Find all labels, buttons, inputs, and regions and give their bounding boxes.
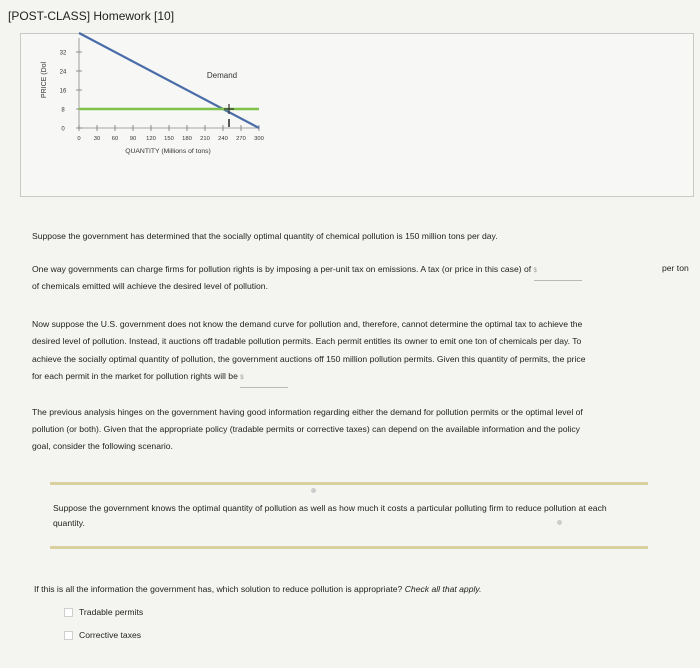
paragraph-tax-line2: of chemicals emitted will achieve the desired level of pollution. [32,281,268,291]
y-tick-label: 8 [61,107,65,114]
x-tick-label: 90 [129,136,137,142]
x-tick-label: 270 [236,136,246,142]
checkbox-tradable-permits[interactable] [64,608,73,617]
option-corrective-taxes[interactable] [64,630,141,640]
per-ton-label: per ton [662,263,689,273]
tax-input[interactable]: $ [534,262,582,281]
drag-handle-bottom[interactable] [557,520,562,525]
option-label: Corrective taxes [79,630,142,640]
permit-price-input[interactable]: $ [240,369,288,388]
checkbox-corrective-taxes[interactable] [64,631,73,640]
y-tick-label: 0 [61,126,65,133]
permit-price-sentence: for each permit in the market for pollution rights will be [32,371,238,381]
question-main: If this is all the information the government has, which solution to reduce pollution is appropriate? [34,584,403,594]
y-tick-label: 32 [59,50,67,57]
y-tick-label: 16 [59,88,67,95]
paragraph-optimal-quantity: Suppose the government has determined that the socially optimal quantity of chemical pollution is 150 million tons per day. [32,231,498,241]
paragraph-analysis-line1: The previous analysis hinges on the government having good information regarding either the demand for pollution permits or the optimal level of [32,407,583,417]
paragraph-analysis-line2: pollution (or both). Given that the appropriate policy (tradable permits or corrective taxes) can depend on the available information and the policy [32,424,580,434]
x-tick-label: 210 [200,136,210,142]
x-axis-label: QUANTITY (Millions of tons) [125,148,211,155]
x-tick-label: 180 [182,136,192,142]
option-tradable-permits[interactable] [64,607,143,617]
y-tick-label: 24 [59,69,67,76]
x-tick-label: 60 [111,136,119,142]
x-tick-label: 30 [93,136,101,142]
demand-label: Demand [206,71,238,80]
paragraph-permits-line3: achieve the socially optimal quantity of pollution, the government auctions off 150 million pollution permits. Given this quantity of permits, the price [32,354,586,364]
question-text [34,584,481,594]
demand-chart [0,0,700,200]
x-tick-label: 0 [77,136,81,142]
x-tick-label: 120 [146,136,156,142]
paragraph-analysis-line3: goal, consider the following scenario. [32,441,173,451]
paragraph-permits-line2: desired level of pollution. Instead, it auctions off tradable pollution permits. Each permit entitles its owner to emit one ton of chemicals per day. To [32,336,582,346]
scenario-text: Suppose the government knows the optimal quantity of pollution as well as how much it costs a particular polluting firm to reduce pollution at each quantity. [53,503,607,528]
paragraph-permits-line4 [32,367,288,388]
paragraph-permits-line1: Now suppose the U.S. government does not know the demand curve for pollution and, therefore, cannot determine the optimal tax to achieve the [32,319,583,329]
scenario-top-rule [50,482,648,485]
scenario-bottom-rule [50,546,648,549]
x-tick-label: 240 [218,136,228,142]
y-axis-label: PRICE (Dol [41,61,48,99]
question-instruction: Check all that apply. [404,584,482,594]
drag-handle-top[interactable] [311,488,316,493]
x-tick-label: 150 [164,136,174,142]
x-tick-label: 300 [254,136,264,142]
tax-sentence: One way governments can charge firms for pollution rights is by imposing a per-unit tax on emissions. A tax (or price in this case) of [32,264,532,274]
option-label: Tradable permits [79,607,144,617]
demand-line [79,33,259,128]
page-title: [POST-CLASS] Homework [10] [8,9,175,23]
